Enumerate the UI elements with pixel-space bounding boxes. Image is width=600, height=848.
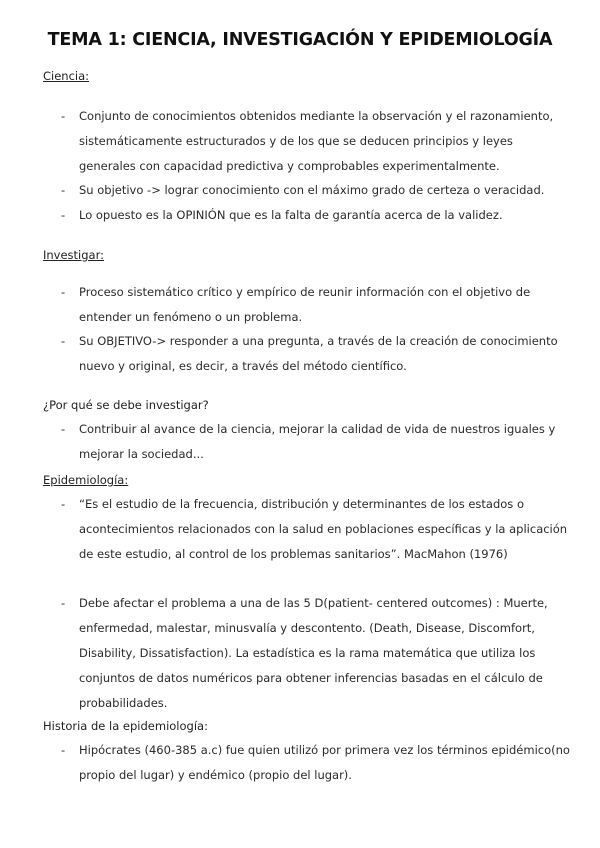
list-item xyxy=(61,329,573,379)
bullet-dash: - xyxy=(61,743,66,757)
list-item xyxy=(61,280,573,330)
section-heading-historia: Historia de la epidemiología: xyxy=(43,719,208,733)
list-item xyxy=(61,104,573,179)
list-item-text: “Es el estudio de la frecuencia, distribución y determinantes de los estados o acontecimientos relacionados con la salud en poblaciones específicas y la aplicación de este estudio, al control de los problemas sanitarios”. MacMahon (1976) xyxy=(79,497,568,561)
bullet-dash: - xyxy=(61,183,66,197)
section-heading-investigar: Investigar: xyxy=(43,248,105,262)
list-item-text: Su objetivo -> lograr conocimiento con el máximo grado de certeza o veracidad. xyxy=(79,183,545,197)
bullet-dash: - xyxy=(61,285,66,299)
bullet-dash: - xyxy=(61,596,66,610)
list-item-text: Proceso sistemático crítico y empírico de reunir información con el objetivo de entender un fenómeno o un problema. xyxy=(79,285,531,324)
bullet-dash: - xyxy=(61,422,66,436)
bullet-dash: - xyxy=(61,334,66,348)
list-item xyxy=(61,417,573,467)
section-heading-epidemiologia: Epidemiología: xyxy=(43,473,129,487)
list-item xyxy=(61,178,573,203)
list-item xyxy=(61,738,573,788)
bullet-dash: - xyxy=(61,208,66,222)
list-item-text: Su OBJETIVO-> responder a una pregunta, a través de la creación de conocimiento nuevo y original, es decir, a través del método científico. xyxy=(79,334,558,373)
section-heading-ciencia: Ciencia: xyxy=(43,69,90,83)
list-item-text: Conjunto de conocimientos obtenidos mediante la observación y el razonamiento, sistemáticamente estructurados y de los que se deducen principios y leyes generales con capacidad predictiva y comprobables experimentalmente. xyxy=(79,109,554,173)
section-heading-por-que: ¿Por qué se debe investigar? xyxy=(43,398,209,412)
list-item-text: Contribuir al avance de la ciencia, mejorar la calidad de vida de nuestros iguales y mejorar la sociedad... xyxy=(79,422,556,461)
list-item xyxy=(61,492,573,567)
list-item xyxy=(61,203,573,228)
bullet-dash: - xyxy=(61,109,66,123)
list-item-text: Debe afectar el problema a una de las 5 D(patient- centered outcomes) : Muerte, enfermedad, malestar, minusvalía y descontento. (Death, Disease, Discomfort, Disability, Dissatisfaction). La estadística es la rama matemática que utiliza los conjuntos de datos numéricos para obtener inferencias basadas en el cálculo de probabilidades. xyxy=(79,596,548,710)
bullet-dash: - xyxy=(61,497,66,511)
list-item xyxy=(61,591,573,716)
page-title: TEMA 1: CIENCIA, INVESTIGACIÓN Y EPIDEMIOLOGÍA xyxy=(47,30,553,50)
list-item-text: Hipócrates (460-385 a.c) fue quien utilizó por primera vez los términos epidémico(no propio del lugar) y endémico (propio del lugar). xyxy=(79,743,570,782)
list-item-text: Lo opuesto es la OPINIÓN que es la falta de garantía acerca de la validez. xyxy=(79,208,503,222)
